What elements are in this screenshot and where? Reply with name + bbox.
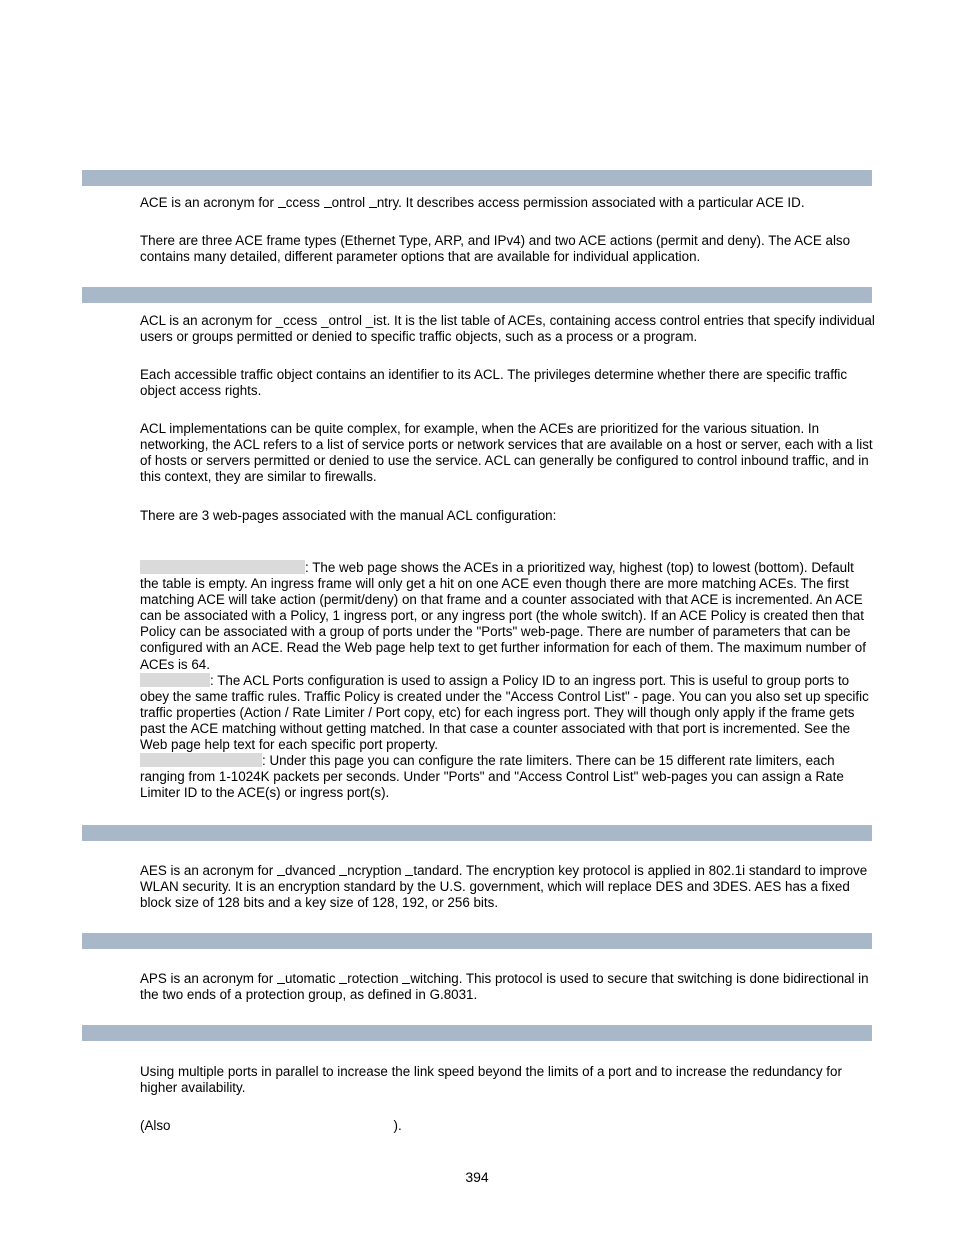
ace-frame-types: There are three ACE frame types (Ethernet Type, ARP, and IPv4) and two ACE actions (permit and deny). The ACE also contains many detailed, different parameter options that are available for individual application.: [140, 233, 851, 265]
section-header-bar-aps: [82, 933, 872, 949]
aps-def-word3: witching. This protocol is used to secure that switching is done bidirectional in the two ends of a protection group, as defined in G.8031.: [140, 971, 869, 1003]
missing-letter-e: [369, 196, 377, 208]
aes-def-word2: ncryption: [347, 863, 406, 878]
missing-letter-a: [278, 196, 286, 208]
aps-def-word1: utomatic: [284, 971, 340, 986]
ace-def-word3: ntry. It describes access permission associated with a particular ACE ID.: [376, 195, 805, 210]
missing-letter-a: [277, 972, 285, 984]
access-control-list-link-placeholder[interactable]: [140, 560, 305, 574]
aes-def-word1: dvanced: [284, 863, 340, 878]
section-header-bar-ace: [82, 170, 872, 186]
acl-webpage-list: [140, 560, 876, 801]
also-close: ).: [393, 1118, 402, 1133]
missing-letter-c: [324, 196, 332, 208]
acl-traffic-object: Each accessible traffic object contains an identifier to its ACL. The privileges determine whether there are specific traffic object access rights.: [140, 367, 848, 399]
section-header-bar-aes: [82, 825, 872, 841]
aps-def-word2: rotection: [347, 971, 403, 986]
section-header-bar-aggregation: [82, 1025, 872, 1041]
acl-item-access-control-list: : The web page shows the ACEs in a prioritized way, highest (top) to lowest (bottom). Default the table is empty. An ingress frame will only get a hit on one ACE even though there are more matching ACEs. The first matching ACE will take action (permit/deny) on that frame and a counter associated with that ACE is incremented. An ACE can be associated with a Policy, 1 ingress port, or any ingress port (the whole switch). If an ACE Policy is created then that Policy can be associated with a group of ports under the "Ports" web-page. There are number of parameters that can be configured with an ACE. Read the Web page help text to get further information for each of them. The maximum number of ACEs is 64.: [140, 560, 866, 672]
ace-definition: [140, 195, 876, 211]
acl-implementations: ACL implementations can be quite complex, for example, when the ACEs are prioritized for the various situation. In networking, the ACL refers to a list of service ports or network services that are available on a host or server, each with a list of hosts or servers permitted or denied to use the service. ACL can generally be configured to control inbound traffic, and in this context, they are similar to firewalls.: [140, 421, 873, 485]
aggregation-definition: Using multiple ports in parallel to increase the link speed beyond the limits of a port and to increase the redundancy for higher availability.: [140, 1064, 842, 1096]
aps-def-prefix: APS is an acronym for: [140, 971, 277, 986]
section-header-bar-acl: [82, 287, 872, 303]
aggregation-also: [140, 1118, 876, 1134]
acl-item-rate-limiters: : Under this page you can configure the rate limiters. There can be 15 different rate limiters, each ranging from 1-1024K packets per seconds. Under "Ports" and "Access Control List" web-pages you can assign a Rate Limiter ID to the ACE(s) or ingress port(s).: [140, 753, 844, 801]
ace-def-prefix: ACE is an acronym for: [140, 195, 278, 210]
ports-link-placeholder[interactable]: [140, 673, 210, 687]
rate-limiters-link-placeholder[interactable]: [140, 753, 262, 767]
acl-item-ports: : The ACL Ports configuration is used to assign a Policy ID to an ingress port. This is useful to group ports to obey the same traffic rules. Traffic Policy is created under the "Access Control List" - page. You can you also set up specific traffic properties (Action / Rate Limiter / Port copy, etc) for each ingress port. They will though only apply if the frame gets past the ACE matching without getting matched. In that case a counter associated with that port is incremented. See the Web page help text for each specific port property.: [140, 672, 869, 753]
acl-webpages-intro: There are 3 web-pages associated with the manual ACL configuration:: [140, 508, 557, 523]
ace-def-word1: ccess: [285, 195, 324, 210]
aes-def-word3: tandard. The encryption key protocol is applied in 802.1i standard to improve WLAN security. It is an encryption standard by the U.S. government, which will replace DES and 3DES. AES has a fixed block size of 128 bits and a key size of 128, 192, or 256 bits.: [140, 863, 868, 911]
ace-def-word2: ontrol: [331, 195, 369, 210]
aps-definition: [140, 971, 876, 1003]
aes-definition: [140, 863, 876, 911]
missing-letter-a: [277, 864, 285, 876]
aes-def-prefix: AES is an acronym for: [140, 863, 277, 878]
also-open: (Also: [140, 1118, 171, 1133]
acl-definition: ACL is an acronym for _ccess _ontrol _ist. It is the list table of ACEs, containing access control entries that specify individual users or groups permitted or denied to specific traffic objects, such as a process or a program.: [140, 313, 875, 345]
page-number: 394: [465, 1169, 489, 1185]
